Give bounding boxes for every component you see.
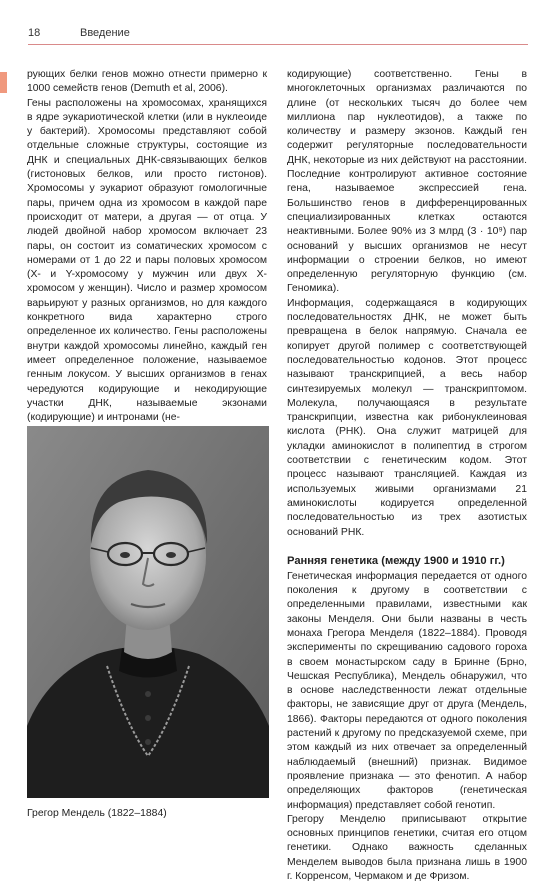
portrait-photo-mendel	[27, 426, 269, 798]
margin-accent-bar	[0, 72, 7, 93]
paragraph: рующих белки генов можно отнести примерно к 1000 семейств генов (Demuth et al, 2006).	[27, 69, 267, 95]
left-text-column	[27, 68, 267, 425]
paragraph: Гены расположены на хромосомах, хранящихся в ядре эукариотической клетки (или в нуклеоиде у бактерий). Хромосомы представляют собой отдельные сложные структуры, состоящие из ДНК и специальных ДНК-связывающих белков (гистоновых белков, или просто гистонов). Хромосомы у эукариот образуют гомологичные пары, причем одна из хромосом в каждой паре происходит от матери, а другая — от отца. У людей двойной набор хромосом включает 23 пары, он состоит из соматических хромосом с номерами от 1 до 22 и пары половых хромосом (X- и Y-хромосому у мужчин или двух X-хромосом у женщин). Число и размер хромосом варьируют у разных организмов, но для каждого конкретного вида характерно строго определенное их количество. Гены расположены внутри каждой хромосомы линейно, каждый ген имеет определенное положение, называемое генным локусом. У высших организмов в генах чередуются кодирующие и некодирующие участки ДНК, называемые экзонами (кодирующие) и интронами (не-	[27, 97, 267, 424]
subheading-early-genetics: Ранняя генетика (между 1900 и 1910 гг.)	[287, 554, 505, 567]
page-number: 18	[28, 27, 41, 39]
portrait-illustration	[27, 426, 269, 798]
paragraph: Генетическая информация передается от одного поколения к другому в соответствии с определенными правилами, известными как законы Менделя. Они были названы в честь монаха Грегора Менделя (1822–1884). Проводя эксперименты по скрещиванию садового гороха в своем монастырском саду в Бринне (Брно, Чешская Республика), Мендель обнаружил, что в основе наследственности лежат отдельные факторы, не зависящие друг от друга (Мендель, 1866). Факторы передаются от одного поколения растений к другому по предсказуемой схеме, при этом каждый из них отвечает за определенный наблюдаемый (внешний) признак. Видимое проявление признака — это фенотип. А набор определяющих факторов (генетическая информация) представляет собой генотип.	[287, 570, 527, 811]
figure-caption: Грегор Мендель (1822–1884)	[27, 808, 167, 819]
paragraph: Информация, содержащаяся в кодирующих последовательностях ДНК, не может быть превращена в белок напрямую. Сначала ее копирует другой полимер с соответствующей последовательностью кодонов. Этот процесс называют транскрипцией, а весь набор синтезируемых молекул — транскриптомом. Молекула, получающаяся в результате транскрипции, известна как рибонуклеиновая кислота (РНК). Она служит матрицей для укладки аминокислот в полипептид в строгом соответствии с генетическим кодом. Этот процесс называют трансляцией. Каждая из используемых живыми организмами 21 аминокислоты кодируется определенной последовательностью из трех азотистых оснований РНК.	[287, 297, 527, 538]
section-title: Введение	[80, 27, 130, 39]
right-text-column	[287, 68, 527, 884]
paragraph: кодирующие) соответственно. Гены в многоклеточных организмах различаются по длине (от нескольких тысяч до более чем миллиона пар нуклеотидов), а также по количеству и размеру экзонов. Каждый ген содержит регуляторные последовательности ДНК, некоторые из них действуют на расстоянии. Последние контролируют активное состояние гена, называемое экспрессией гена. Большинство генов в дифференцированных специализированных клетках остаются неактивными. Более 90% из 3 млрд (3 · 10⁹) пар оснований у высших организмов не несут информации о строении белков, но имеют определенную регуляторную функцию (см. Геномика).	[287, 69, 527, 295]
page-header	[28, 24, 528, 45]
paragraph: Грегору Менделю приписывают открытие основных принципов генетики, считая его отцом генетики. Однако важность сделанных Менделем выводов была признана лишь в 1900 г. Корренсом, Чермаком и де Фризом.	[287, 813, 527, 883]
